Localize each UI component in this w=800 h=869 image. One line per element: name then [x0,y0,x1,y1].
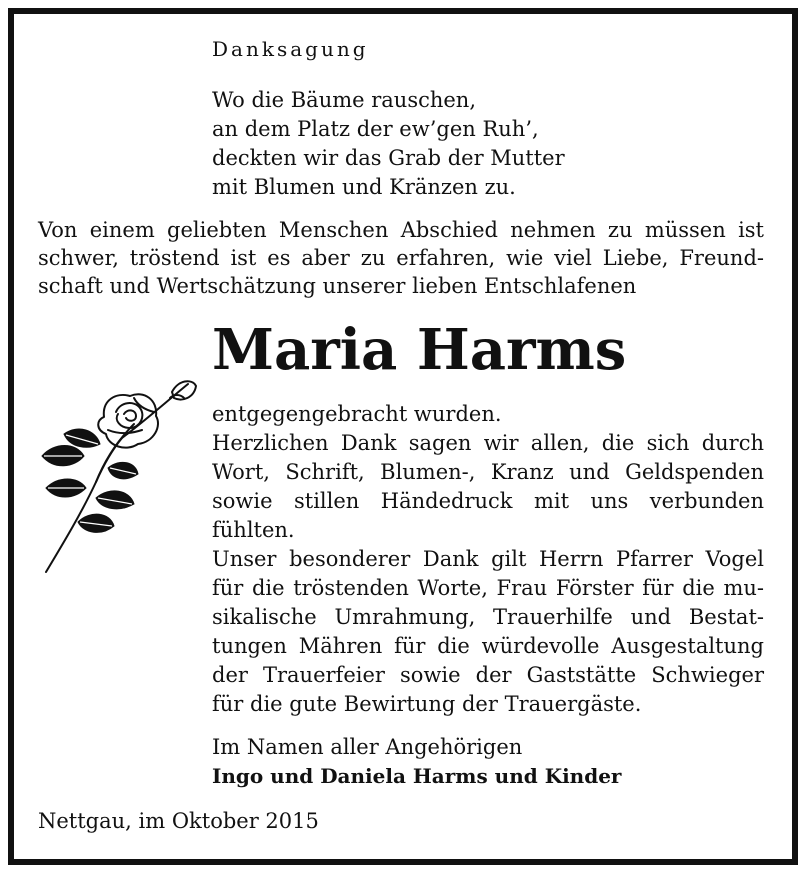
body-line: Herzlichen Dank sagen wir allen, die sich durch [212,431,764,455]
body-line: entgegengebracht wurden. [212,402,502,426]
body-line: Wort, Schrift, Blumen-, Kranz und Geldspenden [212,460,764,484]
poem-line: an dem Platz der ew’gen Ruh’, [212,117,539,141]
rose-icon [34,372,204,577]
notice-heading: Danksagung [212,37,369,61]
intro-line: schaft und Wertschätzung unserer lieben Entschlafenen [38,274,637,298]
body-line: sowie stillen Händedruck mit uns verbunden [212,489,764,513]
body-line: für die gute Bewirtung der Trauergäste. [212,692,642,716]
closing-line: Im Namen aller Angehörigen [212,735,523,759]
intro-line: schwer, tröstend ist es aber zu erfahren, wie viel Liebe, Freund- [38,246,764,270]
body-line: für die tröstenden Worte, Frau Förster für die mu- [212,576,764,600]
body-line: tungen Mähren für die würdevolle Ausgestaltung [212,634,764,658]
signature: Ingo und Daniela Harms und Kinder [212,764,622,788]
intro-line: Von einem geliebten Menschen Abschied nehmen zu müssen ist [38,218,764,242]
poem-line: mit Blumen und Kränzen zu. [212,175,516,199]
body-line: Unser besonderer Dank gilt Herrn Pfarrer Vogel [212,547,764,571]
deceased-name: Maria Harms [212,317,627,383]
poem-line: Wo die Bäume rauschen, [212,88,477,112]
place-date: Nettgau, im Oktober 2015 [38,809,319,833]
poem-line: deckten wir das Grab der Mutter [212,146,565,170]
body-line: sikalische Umrahmung, Trauerhilfe und Bestat- [212,605,764,629]
body-line: der Trauerfeier sowie der Gaststätte Schwieger [212,663,764,687]
body-line: fühlten. [212,518,295,542]
